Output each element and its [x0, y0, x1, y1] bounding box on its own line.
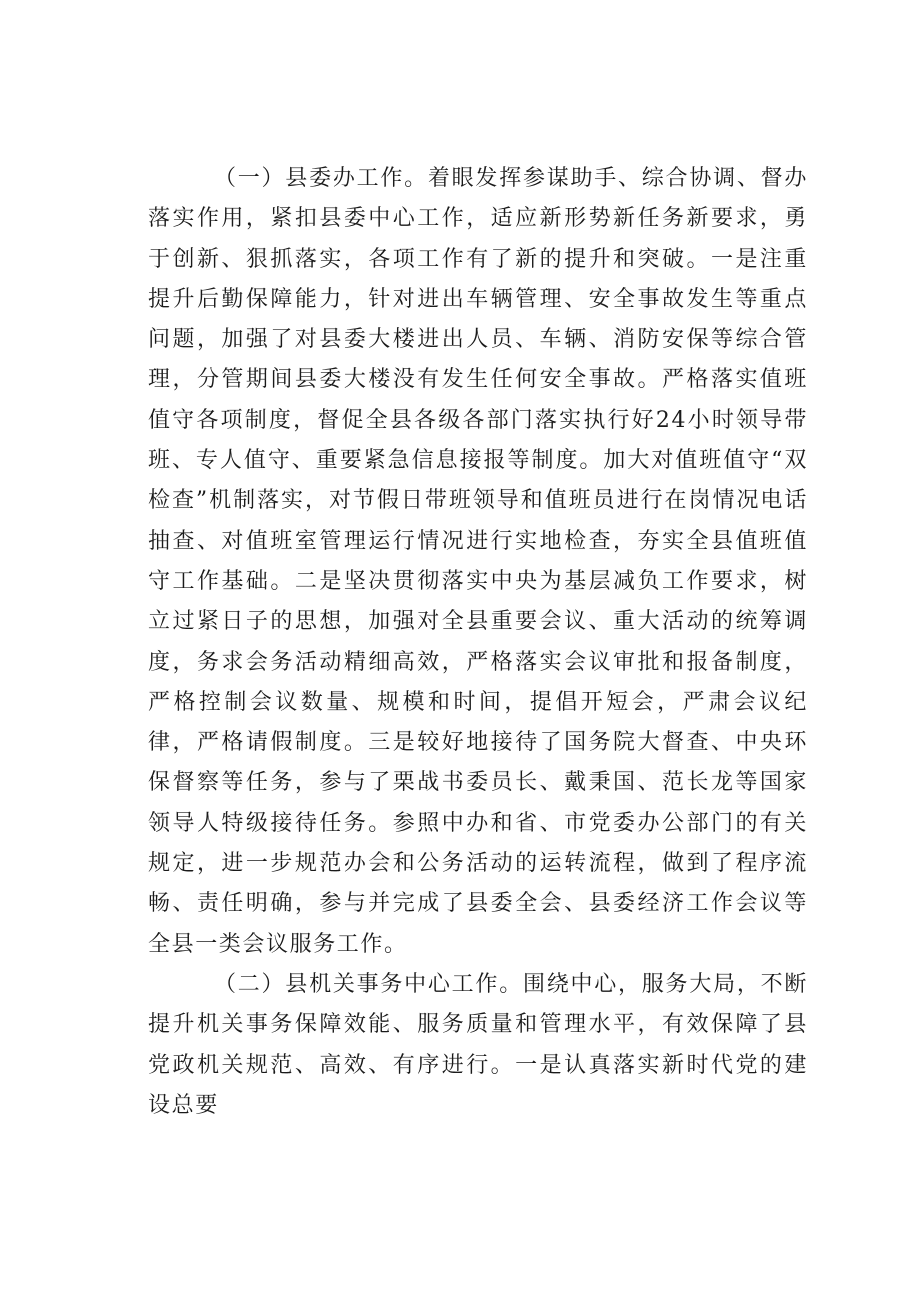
document-body — [148, 159, 808, 1126]
paragraph-county-committee-office: （一）县委办工作。着眼发挥参谋助手、综合协调、督办落实作用，紧扣县委中心工作，适应新形势新任务新要求，勇于创新、狠抓落实，各项工作有了新的提升和突破。一是注重提升后勤保障能力，针对进出车辆管理、安全事故发生等重点问题，加强了对县委大楼进出人员、车辆、消防安保等综合管理，分管期间县委大楼没有发生任何安全事故。严格落实值班值守各项制度，督促全县各级各部门落实执行好24小时领导带班、专人值守、重要紧急信息接报等制度。加大对值班值守“双检查”机制落实，对节假日带班领导和值班员进行在岗情况电话抽查、对值班室管理运行情况进行实地检查，夯实全县值班值守工作基础。二是坚决贯彻落实中央为基层减负工作要求，树立过紧日子的思想，加强对全县重要会议、重大活动的统筹调度，务求会务活动精细高效，严格落实会议审批和报备制度，严格控制会议数量、规模和时间，提倡开短会，严肃会议纪律，严格请假制度。三是较好地接待了国务院大督查、中央环保督察等任务，参与了栗战书委员长、戴秉国、范长龙等国家领导人特级接待任务。参照中办和省、市党委办公部门的有关规定，进一步规范办会和公务活动的运转流程，做到了程序流畅、责任明确，参与并完成了县委全会、县委经济工作会议等全县一类会议服务工作。 — [148, 166, 808, 957]
paragraph-affairs-center: （二）县机关事务中心工作。围绕中心，服务大局，不断提升机关事务保障效能、服务质量和管理水平，有效保障了县党政机关规范、高效、有序进行。一是认真落实新时代党的建设总要 — [148, 971, 808, 1118]
